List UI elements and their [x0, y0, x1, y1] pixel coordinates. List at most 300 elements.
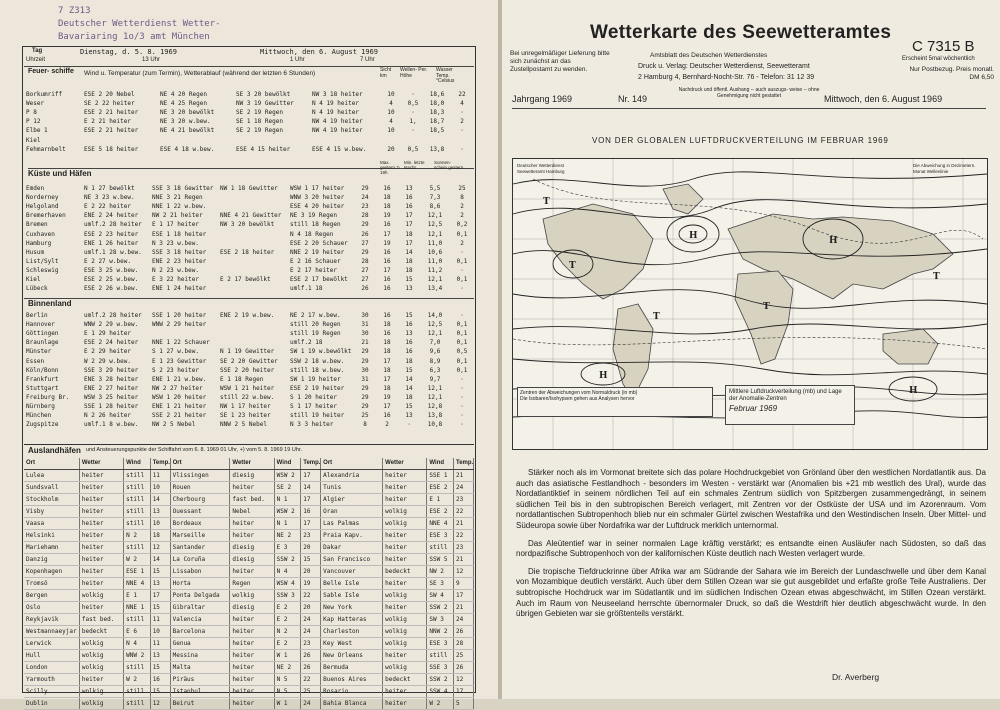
ausland-cell: Dublin	[24, 698, 79, 710]
ausland-cell: Santander	[170, 542, 230, 554]
ausland-cell: Tromsö	[24, 578, 79, 590]
kueste-row-cell	[218, 284, 288, 293]
ausland-cell: Sable Isle	[321, 590, 383, 602]
ausland-cell: 22	[453, 530, 473, 542]
author-signature: Dr. Averberg	[832, 672, 880, 682]
ausland-cell: 24	[453, 482, 473, 494]
ausland-cell: 11	[150, 638, 170, 650]
binnen-row-cell: 18	[383, 339, 391, 347]
time-7: 7 Uhr	[360, 57, 375, 63]
kueste-row-cell: NE 3 23 w.bew.	[84, 194, 135, 202]
binnen-row-cell: 16	[383, 330, 391, 338]
ausland-cell: Mariehamn	[24, 542, 79, 554]
binnen-row-cell: Münster	[26, 348, 52, 356]
binnen-row	[24, 375, 474, 384]
binnen-row-cell: ESE 2 24 heiter	[84, 339, 139, 347]
ausland-row	[24, 626, 474, 638]
kueste-row	[24, 211, 474, 220]
binnen-row-cell: N 1 19 Gewitter	[220, 348, 275, 356]
binnen-row-cell: 29	[361, 384, 369, 392]
kueste-row-cell: ·	[460, 285, 464, 293]
feuerschiff-row-cell: 22	[458, 91, 466, 99]
binnen-row-cell: 17	[383, 357, 391, 365]
kueste-row-cell: 19	[383, 239, 391, 247]
kueste-row-cell: 16	[383, 221, 391, 229]
kueste-row-cell: 28	[361, 212, 369, 220]
binnen-row-cell: 8	[363, 421, 367, 429]
binnen-row-cell	[218, 338, 288, 347]
ausland-cell: SSE 3	[427, 662, 454, 674]
binnen-row-cell: umlf.2 18	[290, 339, 323, 347]
kueste-row-cell: ESE 1 18 heiter	[152, 230, 207, 238]
ausland-cell: N 2	[124, 530, 151, 542]
binnen-row-cell: ·	[460, 384, 464, 392]
binnen-row-cell: E 1 29 heiter	[84, 330, 131, 338]
ausland-cell: N 4	[124, 638, 151, 650]
kueste-row	[24, 184, 474, 193]
ausland-cell: 24	[301, 626, 321, 638]
kueste-row-cell: ESE 2 25 w.bew.	[84, 275, 139, 283]
ausland-cell: heiter	[79, 602, 123, 614]
kueste-row-cell: Cuxhaven	[26, 230, 55, 238]
binnen-row-cell: 16	[405, 348, 413, 356]
ausland-cell: heiter	[230, 662, 274, 674]
kueste-row-cell: E 2 17 bewölkt	[220, 275, 271, 283]
kueste-row-cell: 0,1	[456, 230, 468, 238]
kueste-row-cell: 2	[460, 203, 464, 211]
ausland-cell: NNE 4	[124, 578, 151, 590]
ausland-row	[24, 542, 474, 554]
kueste-row	[24, 193, 474, 202]
binnen-row-cell: 14	[405, 384, 413, 392]
ausland-row	[24, 698, 474, 710]
ausland-cell: still	[124, 686, 151, 698]
section-feuerschiffe: Feuer- schiffe	[28, 68, 74, 75]
ausland-cell: ESE 2	[427, 506, 454, 518]
feuerschiff-row-cell: SE 1 18 Regen	[236, 118, 283, 126]
ausland-header-cell: Wind	[274, 458, 301, 470]
ausland-cell: wolkig	[383, 662, 427, 674]
kueste-row-cell: ESE 2 26 w.bew.	[84, 285, 139, 293]
binnen-row-cell: 12,1	[427, 384, 443, 392]
kueste-row-cell: 12,1	[427, 275, 443, 283]
ausland-cell: still	[427, 650, 454, 662]
binnen-row-cell: N 3 3 heiter	[290, 421, 334, 429]
ausland-cell: Helsinki	[24, 530, 79, 542]
feuerschiff-row-cell: ·	[411, 109, 415, 117]
kueste-row-cell: 23	[361, 203, 369, 211]
binnen-row-cell: S 1 20 heiter	[290, 393, 337, 401]
ausland-row	[24, 650, 474, 662]
binnen-row-cell: E 1 23 Gewitter	[152, 357, 207, 365]
publisher: Druck u. Verlag: Deutscher Wetterdienst, Seewetteramt	[638, 63, 810, 70]
binnen-row-cell: SSE 1 28 heiter	[84, 402, 139, 410]
kueste-row-cell: 16	[383, 248, 391, 256]
ausland-cell: diesig	[230, 542, 274, 554]
binnen-row-cell: München	[26, 412, 52, 420]
kueste-row-cell: ENE 2 24 heiter	[84, 212, 139, 220]
binnen-row-cell: S 1 17 heiter	[290, 402, 337, 410]
binnen-row-cell: WSW 1 21 heiter	[220, 384, 275, 392]
ausland-cell: 25	[301, 686, 321, 698]
kueste-row-cell: E 2 22 heiter	[84, 203, 131, 211]
catalog-code: C 7315 B	[912, 38, 975, 55]
ausland-cell: Kopenhagen	[24, 566, 79, 578]
binnen-row	[24, 347, 474, 356]
ausland-cell: 15	[150, 602, 170, 614]
ausland-cell: 23	[301, 638, 321, 650]
binnen-row-cell: 12,8	[427, 402, 443, 410]
binnen-row-cell: 18	[383, 321, 391, 329]
kueste-row-cell: N 2 23 w.bew.	[152, 266, 199, 274]
binnen-row-cell: ENE 3 28 heiter	[84, 375, 139, 383]
ausland-cell: E 1	[124, 590, 151, 602]
ausland-cell: 13	[150, 650, 170, 662]
binnen-row-cell: 16	[383, 412, 391, 420]
ausland-cell: 22	[453, 506, 473, 518]
binnen-row-cell: still 19 heiter	[290, 412, 345, 420]
kueste-table	[24, 184, 474, 293]
binnen-row-cell: SSE 1 20 heiter	[152, 312, 207, 320]
ausland-cell: 12	[453, 566, 473, 578]
kueste-row-cell: 26	[361, 285, 369, 293]
kueste-row-cell: 2	[460, 212, 464, 220]
ausland-cell: 14	[150, 554, 170, 566]
binnen-row-cell: Köln/Bonn	[26, 366, 59, 374]
ausland-cell: 26	[453, 626, 473, 638]
feuerschiff-row-cell: NW 3 18 heiter	[312, 91, 363, 99]
ausland-cell: 21	[453, 602, 473, 614]
ausland-row	[24, 482, 474, 494]
wellen-label: Wellen- Per. Höhe	[400, 67, 428, 79]
ausland-cell: Dakar	[321, 542, 383, 554]
kueste-row-cell: 2	[460, 239, 464, 247]
kueste-row-cell: WSW 1 17 heiter	[290, 185, 345, 193]
kueste-row-cell: Helgoland	[26, 203, 59, 211]
ausland-cell: N 1	[274, 494, 301, 506]
binnen-row-cell: 0,1	[456, 339, 468, 347]
ausland-table	[24, 458, 474, 710]
kueste-row	[24, 257, 474, 266]
binnen-row-cell: ·	[460, 421, 464, 429]
feuerschiffe-table	[24, 90, 474, 154]
binnen-row-cell: ENE 2 27 heiter	[84, 384, 139, 392]
kueste-row-cell: 27	[361, 266, 369, 274]
binnen-row	[24, 393, 474, 402]
kueste-row-cell: E 2 16 Schauer	[290, 257, 341, 265]
feuerschiff-row-cell: Borkumriff	[26, 91, 63, 99]
feuerschiff-row-cell: 4	[389, 100, 393, 108]
kueste-row-cell: Bremen	[26, 221, 48, 229]
ausland-cell: 26	[453, 662, 473, 674]
kueste-row-cell: NW 1 18 Gewitter	[220, 185, 278, 193]
section-auslandhaefen: Auslandhäfen	[28, 446, 81, 455]
feuerschiff-row-cell: SE 2 19 Regen	[236, 109, 283, 117]
binnen-row-cell: 29	[361, 348, 369, 356]
binnen-row-cell: ·	[460, 402, 464, 410]
ausland-cell: wolkig	[383, 614, 427, 626]
kueste-row-cell: umlf.2 28 heiter	[84, 221, 142, 229]
map-right-note: Die Abweichung in Dezimetern. Monat Wellenlinie	[913, 163, 976, 174]
binnen-row-cell: 29	[361, 402, 369, 410]
kueste-row-cell: 19	[383, 212, 391, 220]
ausland-cell: 17	[150, 590, 170, 602]
ausland-cell: still	[124, 494, 151, 506]
binnen-row-cell: 0,5	[456, 348, 468, 356]
feuerschiff-row-cell: 18,6	[429, 91, 445, 99]
feuerschiff-row	[24, 117, 474, 126]
ausland-row	[24, 602, 474, 614]
binnen-row-cell: 18	[383, 348, 391, 356]
ausland-cell: E 2	[274, 602, 301, 614]
ausland-cell: Buenos Aires	[321, 674, 383, 686]
ausland-cell: 26	[301, 650, 321, 662]
kueste-row-cell: 18	[405, 266, 413, 274]
binnen-row-cell: S 1 27 w.bew.	[152, 348, 199, 356]
binnen-row-cell: Hannover	[26, 321, 55, 329]
binnen-row-cell: 13,8	[427, 412, 443, 420]
ausland-cell: 19	[301, 578, 321, 590]
feuerschiff-row-cell: SE 3 20 bewölkt	[236, 91, 291, 99]
binnen-row-cell: SE 1 23 heiter	[220, 412, 271, 420]
feuerschiff-row-cell: P 12	[26, 118, 41, 126]
binnen-row-cell: NNE 1 22 Schauer	[152, 339, 210, 347]
ausland-cell: London	[24, 662, 79, 674]
kueste-row-cell	[218, 257, 288, 266]
column-header: Wind u. Temperatur (zum Termin), Wetterablauf (während der letzten 6 Stunden)	[84, 70, 316, 77]
feuerschiff-row-cell: 4	[389, 118, 393, 126]
binnen-row-cell: 16	[383, 312, 391, 320]
kueste-row-cell: 11,2	[427, 266, 443, 274]
binnen-row-cell: 0,1	[456, 321, 468, 329]
kueste-row-cell: NNE 3 21 Regen	[152, 194, 203, 202]
binnen-row-cell: 13	[405, 330, 413, 338]
frequency-note: Erscheint 5mal wöchentlich	[902, 56, 975, 62]
feuerschiff-row-cell: ESE 5 18 heiter	[84, 145, 139, 153]
binnen-row-cell: 17	[383, 402, 391, 410]
kueste-row-cell: 12,5	[427, 221, 443, 229]
article-paragraph-3: Die tropische Tiefdruckrinne über Afrika war am Südrande der Sahara wie im Bereich der Lundaschwelle und über dem Kanal von Mozambique deutlich verstärkt. Auch über dem Stillen Ozean war sie gut ausgebildet und erfaßte große Teile Australiens. Der subtropische Hochdruck war im Südatlantik und im südlichen Indischen Ozean etwas abgeschwächt, im Stillen Ozean verstärkt. Auch im Raum von Neuseeland herrschte übernormaler Druck, so daß die Westdrift hier deutlich abgeschwächt wurde. In den übrigen Gebieten war sie größtenteils verstärkt.	[516, 566, 986, 619]
ausland-cell: wolkig	[79, 662, 123, 674]
subscription-note: Nur Postbezug. Preis monatl. DM 6,50	[909, 66, 994, 81]
ausland-cell: 24	[301, 698, 321, 710]
ausland-cell: Algier	[321, 494, 383, 506]
ausland-cell: 20	[301, 566, 321, 578]
ausland-cell: heiter	[230, 566, 274, 578]
kueste-row-cell: 17	[405, 212, 413, 220]
kueste-row-cell: E 2 17 heiter	[290, 266, 337, 274]
ausland-header-cell: Wind	[427, 458, 454, 470]
binnen-row-cell: ·	[460, 312, 464, 320]
kueste-row-cell: 14	[405, 248, 413, 256]
binnen-row-cell: 31	[361, 321, 369, 329]
ausland-cell: still	[124, 482, 151, 494]
kueste-row-cell: 18	[405, 257, 413, 265]
feuerschiff-row-cell: Weser	[26, 100, 45, 108]
feuerschiff-row-cell: 2	[460, 118, 464, 126]
binnen-row-cell: Frankfurt	[26, 375, 59, 383]
ausland-header-cell: Wetter	[383, 458, 427, 470]
binnen-row-cell: Berlin	[26, 312, 48, 320]
ausland-cell: SSW 4	[427, 686, 454, 698]
kueste-row-cell: 25	[458, 185, 466, 193]
ausland-cell: SSW 2	[274, 554, 301, 566]
feuerschiff-row-cell: Kiel	[26, 136, 41, 144]
ausland-header-cell: Temp.	[453, 458, 473, 470]
ausland-row	[24, 566, 474, 578]
ausland-header-cell: Wind	[124, 458, 151, 470]
ausland-cell: NE 2	[274, 530, 301, 542]
ausland-row	[24, 530, 474, 542]
ausland-cell: heiter	[79, 482, 123, 494]
svg-text:H: H	[689, 231, 698, 241]
binnen-row-cell: NW 2 27 heiter	[152, 384, 203, 392]
ausland-cell: Visby	[24, 506, 79, 518]
binnen-row-cell: 9,7	[429, 375, 441, 383]
ausland-row	[24, 518, 474, 530]
ausland-cell: Yarmouth	[24, 674, 79, 686]
ausland-cell: heiter	[79, 518, 123, 530]
feuerschiff-row-cell: NW 3 19 Gewitter	[236, 100, 294, 108]
ausland-cell: 15	[150, 662, 170, 674]
kueste-row-cell: umlf.1 28 w.bew.	[84, 248, 142, 256]
binnen-row-cell: E 1 18 Regen	[220, 375, 264, 383]
kueste-row-cell: 11,0	[427, 257, 443, 265]
ausland-cell: 15	[150, 686, 170, 698]
article-paragraph-2: Das Aleütentief war in seiner normalen Lage kräftig verstärkt; es entsandte einen Ausläufer nach Südosten, so daß das nordpazifische Subtropenhoch von der kalifornischen Küste deutlich nach Westen verlagert wurde.	[516, 538, 986, 559]
time-1: 1 Uhr	[290, 57, 305, 63]
ausland-cell: ESE 3	[427, 530, 454, 542]
ausland-cell: wolkig	[383, 518, 427, 530]
binnen-row-cell: SSE 2 20 heiter	[220, 366, 275, 374]
legend-mean-pressure: Mittlere Luftdruckverteilung (mb) und Lage der Anomalie-Zentren	[729, 389, 842, 402]
kueste-row-cell: 0,1	[456, 275, 468, 283]
date-tuesday: Dienstag, d. 5. 8. 1969	[80, 48, 177, 56]
ausland-cell: Regen	[230, 578, 274, 590]
kueste-row-cell: ESE 2 23 heiter	[84, 230, 139, 238]
ausland-cell: 26	[301, 662, 321, 674]
kueste-row-cell: 8,6	[429, 203, 441, 211]
kueste-row-cell: 18	[405, 230, 413, 238]
ausland-cell: Messina	[170, 650, 230, 662]
feuerschiff-row-cell	[310, 135, 380, 144]
binnen-row-cell: 25	[361, 412, 369, 420]
ausland-cell: heiter	[230, 650, 274, 662]
page-title: Wetterkarte des Seewetteramtes	[590, 22, 892, 43]
date-wednesday: Mittwoch, den 6. August 1969	[260, 48, 379, 56]
binnen-row-cell: Braunlage	[26, 339, 59, 347]
ausland-cell: Rosario	[321, 686, 383, 698]
ausland-row	[24, 638, 474, 650]
kueste-row-cell: List/Sylt	[26, 257, 59, 265]
feuerschiff-row-cell: ·	[411, 127, 415, 135]
feuerschiff-row-cell: 0,5	[407, 100, 419, 108]
ausland-cell: Kap Hatteras	[321, 614, 383, 626]
ausland-cell: 28	[453, 638, 473, 650]
ausland-cell: heiter	[230, 686, 274, 698]
ausland-cell: Nebel	[230, 506, 274, 518]
feuerschiff-row-cell: NW 4 19 heiter	[312, 118, 363, 126]
weather-report-right-page	[502, 0, 1000, 699]
ausland-cell: E 2	[274, 638, 301, 650]
binnen-row	[24, 320, 474, 329]
ausland-cell: heiter	[79, 542, 123, 554]
kueste-row-cell: E 1 17 heiter	[152, 221, 199, 229]
binnen-row	[24, 366, 474, 375]
feuerschiff-row-cell	[82, 135, 158, 144]
feuerschiff-row	[24, 145, 474, 154]
kueste-row-cell: Kiel	[26, 275, 41, 283]
kueste-row-cell: ESE 2 18 heiter	[220, 248, 275, 256]
ausland-cell: 17	[453, 590, 473, 602]
binnen-row-cell: Stuttgart	[26, 384, 59, 392]
kueste-row-cell: 7,3	[429, 194, 441, 202]
kueste-row-cell: Norderney	[26, 194, 59, 202]
ausland-cell: Piräus	[170, 674, 230, 686]
ausland-cell: fast bed.	[79, 614, 123, 626]
ausland-cell: wolkig	[79, 686, 123, 698]
binnen-row-cell: ENE 1 21 w.bew.	[152, 375, 207, 383]
binnen-row-cell: W 2 29 w.bew.	[84, 357, 131, 365]
binnen-row-cell: 18	[405, 357, 413, 365]
binnen-row	[24, 402, 474, 411]
binnen-row-cell: 10,8	[427, 421, 443, 429]
ausland-cell: diesig	[230, 470, 274, 482]
binnen-row-cell: ENE 1 21 heiter	[152, 402, 207, 410]
kueste-row	[24, 248, 474, 257]
ausland-cell: 17	[453, 686, 473, 698]
binnen-row-cell: 13	[405, 412, 413, 420]
ausland-cell: SSE 1	[427, 470, 454, 482]
ausland-cell: N 4	[274, 566, 301, 578]
ausland-cell: W 2	[124, 554, 151, 566]
kueste-row-cell: WNW 3 20 heiter	[290, 194, 345, 202]
ausland-cell: Belle Isle	[321, 578, 383, 590]
binnen-row-cell: 12,1	[427, 393, 443, 401]
ausland-subtitle: und Ansteuerungspunkte der Schiffahrt vom 6. 8. 1969 01 Uhr, +) vom 5. 8. 1969 19 Uhr.	[86, 447, 302, 453]
kueste-row-cell: E 2 27 w.bew.	[84, 257, 131, 265]
kueste-row	[24, 266, 474, 275]
ausland-cell: Bermuda	[321, 662, 383, 674]
svg-text:T: T	[653, 312, 660, 322]
kueste-row-cell: ENE 1 24 heiter	[152, 285, 207, 293]
ausland-row	[24, 614, 474, 626]
binnen-row-cell: still 18 w.bew.	[290, 366, 345, 374]
kueste-row-cell: 16	[405, 194, 413, 202]
ausland-cell: 11	[150, 470, 170, 482]
ausland-cell: 14	[150, 494, 170, 506]
kueste-row-cell: 17	[405, 221, 413, 229]
feuerschiff-row-cell	[380, 135, 402, 144]
kueste-row-cell: 12,1	[427, 212, 443, 220]
legend-anomaly-centres: Zentren der Abweichungen vom Normaldruck (in mb)	[520, 390, 638, 396]
binnen-row-cell: Göttingen	[26, 330, 59, 338]
svg-text:T: T	[933, 272, 940, 282]
kueste-row-cell: 13,4	[427, 285, 443, 293]
ausland-cell: WSW 2	[274, 506, 301, 518]
binnen-row-cell: 31	[361, 375, 369, 383]
kueste-row-cell: Hamburg	[26, 239, 52, 247]
ausland-cell: 13	[150, 578, 170, 590]
section-kueste: Küste und Häfen	[28, 168, 474, 178]
feuerschiff-row-cell: 1,	[409, 118, 417, 126]
binnen-row-cell: still 22 w.bew.	[220, 393, 275, 401]
binnen-row-cell: still 20 Regen	[290, 321, 341, 329]
ausland-cell: 9	[453, 578, 473, 590]
reprint-note: Nachdruck und öffentl. Aushang -- auch auszugs- weise -- ohne Genehmigung nicht gestattet	[678, 87, 820, 99]
kueste-row-cell: still 18 Regen	[290, 221, 341, 229]
binnen-row-cell: NW 1 17 heiter	[220, 402, 271, 410]
